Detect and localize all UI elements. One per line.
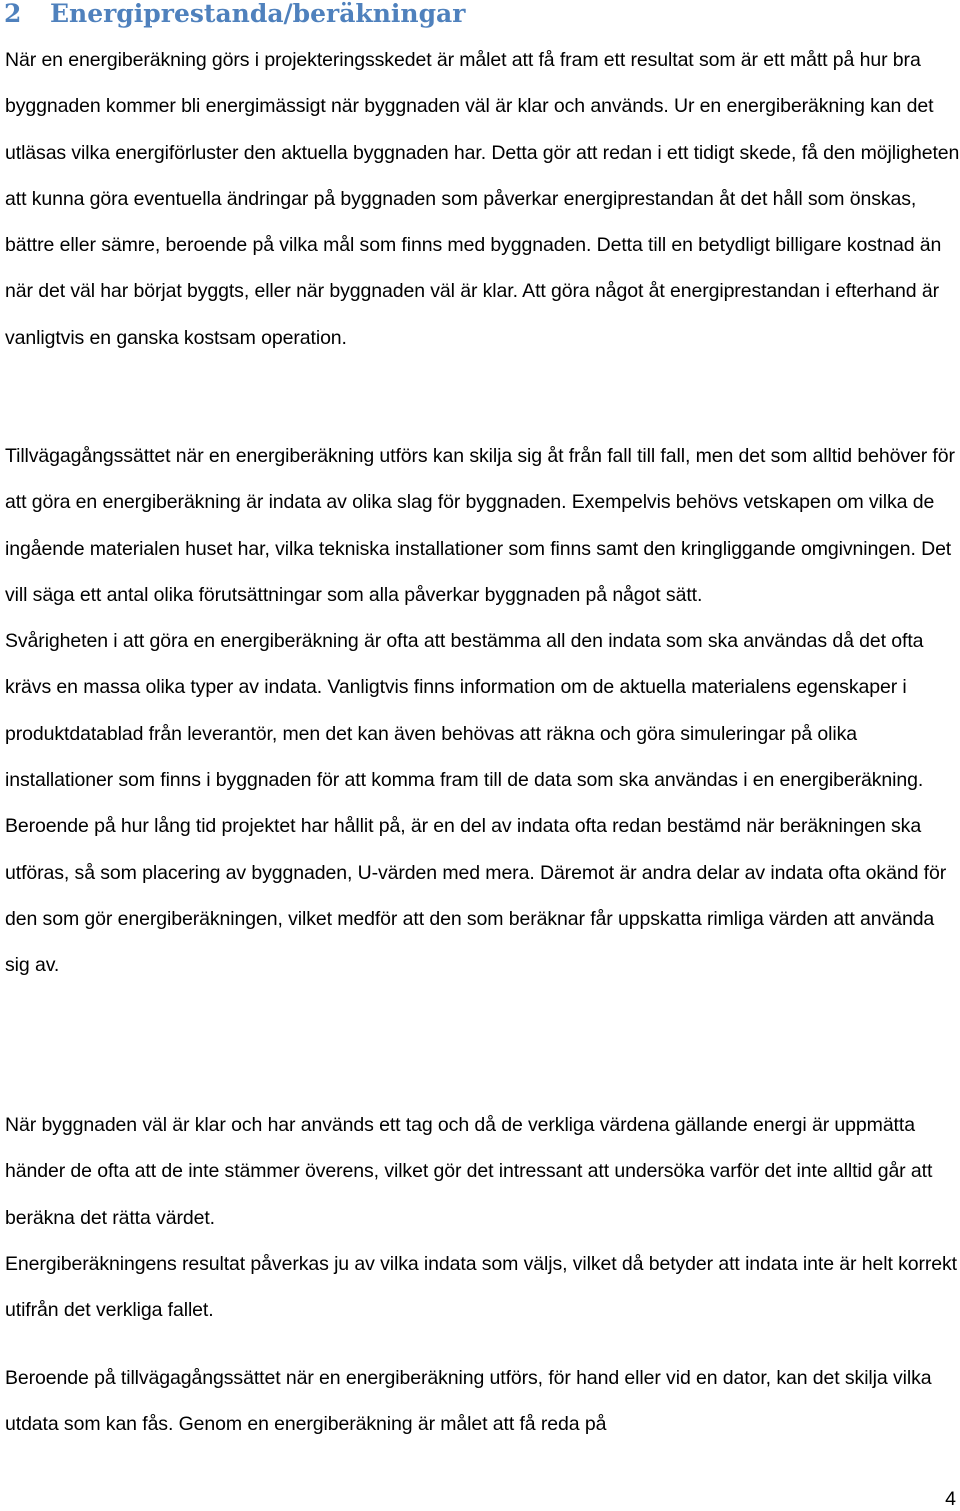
paragraph-energy-calculation-purpose: När en energiberäkning görs i projekteringsskedet är målet att få fram ett resultat som är ett mått på hur bra byggnaden kommer bli energimässigt när byggnaden väl är klar och används. Ur en energiberäkning kan det utläsas vilka energiförluster den aktuella byggnaden har. Detta gör att redan i ett tidigt skede, få den möjligheten att kunna göra eventuella ändringar på byggnaden som påverkar energiprestandan åt det håll som önskas, bättre eller sämre, beroende på vilka mål som finns med byggnaden. Detta till en betydligt billigare kostnad än när det väl har börjat byggts, eller när byggnaden väl är klar. Att göra något åt energiprestandan i efterhand är vanligtvis en ganska kostsam operation. (5, 49, 960, 349)
section-title: Energiprestanda/beräkningar (50, 0, 466, 28)
paragraph-group-indata (5, 433, 960, 989)
paragraph-measured-values: När byggnaden väl är klar och har används ett tag och då de verkliga värdena gällande energi är uppmätta händer de ofta att de inte stämmer överens, vilket gör det intressant att undersöka varför det inte alltid går att beräkna det rätta värdet. (5, 1114, 933, 1229)
paragraph-difficulty: Svårigheten i att göra en energiberäkning är ofta att bestämma all den indata som ska användas då det ofta krävs en massa olika typer av indata. Vanligtvis finns information om de aktuella materialens egenskaper i produktdatablad från leverantör, men det kan även behövas att räkna och göra simuleringar på olika installationer som finns i byggnaden för att komma fram till de data som ska användas i en energiberäkning. (5, 630, 924, 792)
page-number: 4 (945, 1488, 956, 1510)
paragraph-method-output: Beroende på tillvägagångssättet när en energiberäkning utförs, för hand eller vid en dator, kan det skilja vilka utdata som kan fås. Genom en energiberäkning är målet att få reda på (5, 1367, 932, 1436)
paragraph-approach: Tillvägagångssättet när en energiberäkning utförs kan skilja sig åt från fall till fall, men det som alltid behöver för att göra en energiberäkning är indata av olika slag för byggnaden. Exempelvis behövs vetskapen om vilka de ingående materialen huset har, vilka tekniska installationer som finns samt den kringliggande omgivningen. Det vill säga ett antal olika förutsättningar som alla påverkar byggnaden på något sätt. (5, 445, 955, 606)
paragraph-project-duration: Beroende på hur lång tid projektet har hållit på, är en del av indata ofta redan bestämd när beräkningen ska utföras, så som placering av byggnaden, U-värden med mera. Däremot är andra delar av indata ofta okänd för den som gör energiberäkningen, vilket medför att den som beräknar får uppskatta rimliga värden att använda sig av. (5, 815, 947, 977)
section-heading (4, 0, 465, 32)
section-number: 2 (4, 0, 22, 28)
paragraph-group-measured (5, 1102, 960, 1333)
paragraph-result-influence: Energiberäkningens resultat påverkas ju av vilka indata som väljs, vilket då betyder att indata inte är helt korrekt utifrån det verkliga fallet. (5, 1252, 957, 1322)
